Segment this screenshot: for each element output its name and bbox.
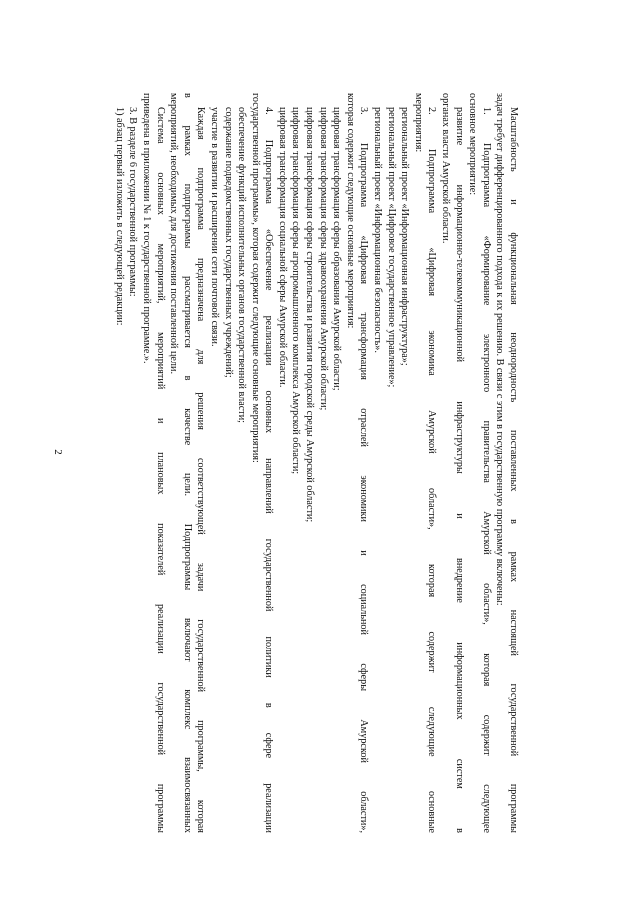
text-line: органах власти Амурской области. xyxy=(440,93,452,244)
text-line: цифровая трансформация сферы строительства и развития городской среды Амурской области; xyxy=(304,107,316,523)
text-line: содержание подведомственных государственных учреждений; xyxy=(222,107,234,378)
text-line: региональный проект «Цифровое государственное управление»; xyxy=(385,107,397,388)
text-line: цифровая трансформация сферы агропромышленного комплекса Амурской области; xyxy=(290,107,302,475)
text-line: обеспечение функций исполнительных органов государственной власти; xyxy=(236,107,248,424)
text-line: Система основных мероприятий, мероприятий и плановых показателей реализации государственной программы xyxy=(154,107,166,833)
text-line: региональный проект «Информационная инфраструктура»; xyxy=(399,107,411,366)
text-line: Каждая подпрограмма предназначена для решения соответствующей задачи государственной программы, которая xyxy=(195,107,207,833)
text-line: основное мероприятие: xyxy=(467,93,479,196)
text-line: которая содержит следующие основные мероприятия: xyxy=(344,93,356,329)
text-line: развитие информационно-телекоммуникационной инфраструктуры и внедрение информационных систем в xyxy=(453,107,465,833)
text-line: мероприятия: xyxy=(412,93,424,153)
text-line: 3. В разделе 6 государственной программы: xyxy=(127,107,139,297)
text-line: в рамках подпрограммы рассматривается в качестве цели. Подпрограммы включают комплекс взаимосвязанных xyxy=(181,93,193,833)
text-line: Масштабность и функциональная неоднородность поставленных в рамках настоящей государственной программы xyxy=(508,107,519,833)
text-line: 2. Подпрограмма «Цифровая экономика Амурской области», которая содержит следующие основные xyxy=(426,107,438,833)
text-line: цифровая трансформация социальной сферы Амурской области. xyxy=(276,107,288,388)
text-line: задач требует дифференцированного подхода к их решению. В связи с этим в государственную программу включены: xyxy=(494,93,506,606)
text-line: приведена в приложении № 1 к государственной программе.». xyxy=(140,93,152,364)
text-line: государственной программы», которая содержит следующие основные мероприятия: xyxy=(249,93,261,463)
text-line: цифровая трансформация сферы здравоохранения Амурской области; xyxy=(317,107,329,411)
text-line: участие в развитии и расширении сети почтовой связи. xyxy=(208,107,220,347)
text-line: 4. Подпрограмма «Обеспечение реализации основных направлений государственной политики в сфере реализации xyxy=(263,107,275,833)
text-line: региональный проект «Информационная безопасность». xyxy=(372,107,384,353)
page-number: 2 xyxy=(52,449,64,455)
document-body xyxy=(113,93,520,833)
text-line: 1) абзац первый изложить в следующей редакции: xyxy=(113,107,125,326)
text-line: 1. Подпрограмма «Формирование электронного правительства Амурской области», которая содержит следующее xyxy=(480,107,492,833)
text-line: 3. Подпрограмма «Цифровая трансформация отраслей экономики и социальной сферы Амурской области», xyxy=(358,107,370,833)
text-line: мероприятий, необходимых для достижения поставленной цели. xyxy=(168,93,180,374)
text-line: цифровая трансформация сферы образования Амурской области; xyxy=(331,107,343,391)
